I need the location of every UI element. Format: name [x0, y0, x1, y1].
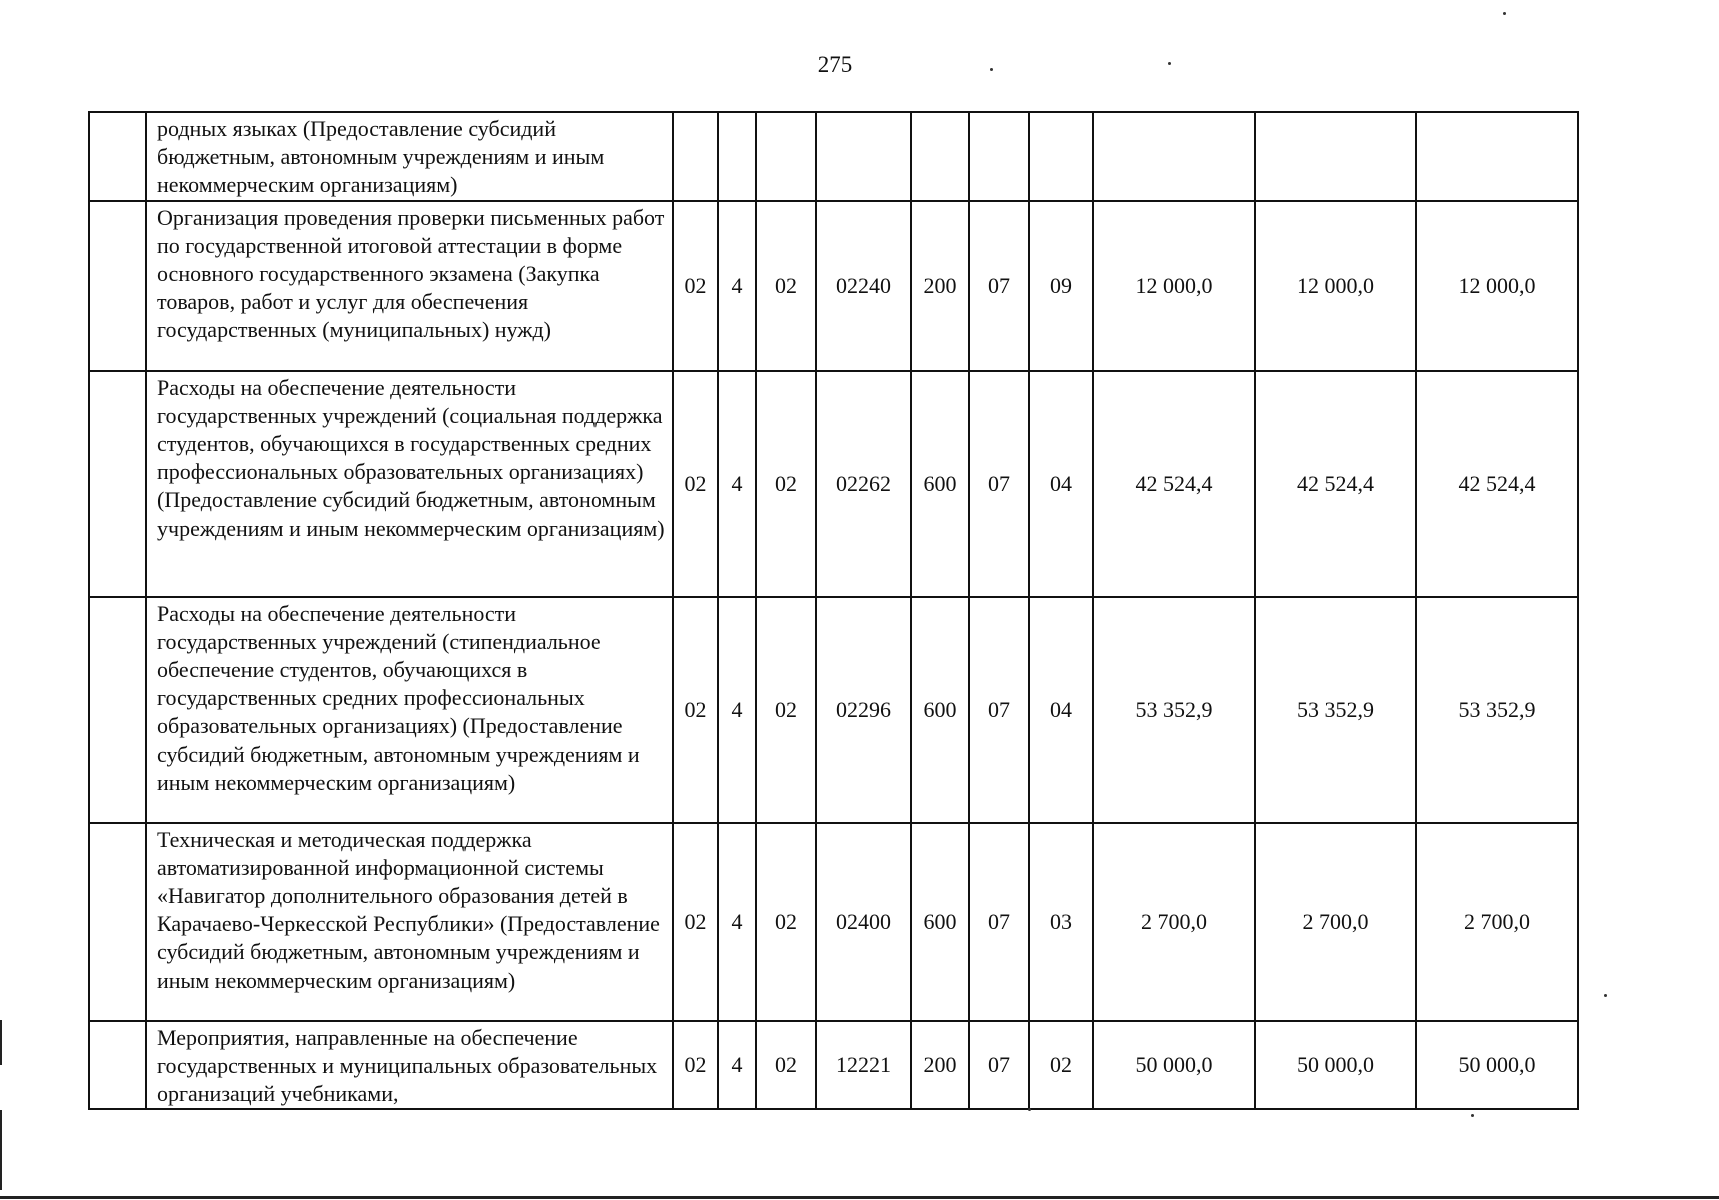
amount-cell: [1416, 112, 1578, 201]
code-cell: [673, 112, 718, 201]
code-cell: 4: [718, 1021, 756, 1110]
amount-cell: 42 524,4: [1093, 371, 1255, 597]
code-cell: 02: [673, 597, 718, 823]
code-cell: 02296: [816, 597, 911, 823]
code-cell: [911, 112, 969, 201]
code-cell: 200: [911, 1021, 969, 1110]
scan-speck: [1604, 994, 1607, 997]
code-cell: 02: [673, 371, 718, 597]
scan-edge-mark: [0, 1020, 2, 1065]
description-cell: родных языках (Предоставление субсидий бюджетным, автономным учреждениям и иным некоммерческим организациям): [146, 112, 673, 201]
description-cell: Техническая и методическая поддержка автоматизированной информационной системы «Навигатор дополнительного образования детей в Карачаево-Черкесской Республики» (Предоставление субсидий бюджетным, автономным учреждениям и иным некоммерческим организациям): [146, 823, 673, 1021]
table-row: [89, 371, 1578, 597]
code-cell: 07: [969, 371, 1029, 597]
amount-cell: 12 000,0: [1255, 201, 1416, 371]
code-cell: 4: [718, 597, 756, 823]
code-cell: 03: [1029, 823, 1093, 1021]
amount-cell: 50 000,0: [1255, 1021, 1416, 1110]
scan-speck: [1471, 1114, 1474, 1117]
code-cell: [969, 112, 1029, 201]
scan-edge-mark: [0, 1110, 2, 1190]
code-cell: 02: [673, 201, 718, 371]
code-cell: 04: [1029, 597, 1093, 823]
description-cell: Организация проведения проверки письменных работ по государственной итоговой аттестации в форме основного государственного экзамена (Закупка товаров, работ и услуг для обеспечения государственных (муниципальных) нужд): [146, 201, 673, 371]
row-index-cell: [89, 201, 146, 371]
code-cell: [816, 112, 911, 201]
description-cell: Расходы на обеспечение деятельности государственных учреждений (стипендиальное обеспечение студентов, обучающихся в государственных средних профессиональных образовательных организациях) (Предоставление субсидий бюджетным, автономным учреждениям и иным некоммерческим организациям): [146, 597, 673, 823]
table-row: [89, 597, 1578, 823]
table-row: [89, 112, 1578, 201]
code-cell: 4: [718, 823, 756, 1021]
code-cell: 02: [673, 823, 718, 1021]
row-index-cell: [89, 823, 146, 1021]
code-cell: 02: [756, 823, 816, 1021]
code-cell: 02: [673, 1021, 718, 1110]
amount-cell: 50 000,0: [1416, 1021, 1578, 1110]
code-cell: 600: [911, 597, 969, 823]
row-index-cell: [89, 112, 146, 201]
code-cell: 02: [756, 201, 816, 371]
amount-cell: 42 524,4: [1416, 371, 1578, 597]
code-cell: 200: [911, 201, 969, 371]
code-cell: 02: [756, 1021, 816, 1110]
row-index-cell: [89, 371, 146, 597]
amount-cell: 2 700,0: [1416, 823, 1578, 1021]
amount-cell: 12 000,0: [1416, 201, 1578, 371]
code-cell: 09: [1029, 201, 1093, 371]
budget-table: [88, 111, 1579, 1110]
table-row: [89, 201, 1578, 371]
code-cell: 02400: [816, 823, 911, 1021]
code-cell: 07: [969, 201, 1029, 371]
amount-cell: 53 352,9: [1093, 597, 1255, 823]
code-cell: 12221: [816, 1021, 911, 1110]
scan-bottom-edge: [0, 1196, 1719, 1199]
code-cell: 4: [718, 201, 756, 371]
code-cell: 02262: [816, 371, 911, 597]
amount-cell: 2 700,0: [1255, 823, 1416, 1021]
scan-speck: [1028, 1108, 1031, 1111]
page-number: 275: [817, 52, 853, 77]
code-cell: 02: [756, 371, 816, 597]
code-cell: 07: [969, 823, 1029, 1021]
code-cell: 02240: [816, 201, 911, 371]
amount-cell: 50 000,0: [1093, 1021, 1255, 1110]
code-cell: [718, 112, 756, 201]
amount-cell: 2 700,0: [1093, 823, 1255, 1021]
code-cell: [756, 112, 816, 201]
row-index-cell: [89, 1021, 146, 1110]
amount-cell: 53 352,9: [1255, 597, 1416, 823]
amount-cell: 12 000,0: [1093, 201, 1255, 371]
scan-speck: [1503, 12, 1506, 15]
row-index-cell: [89, 597, 146, 823]
scan-speck: [990, 68, 993, 71]
code-cell: 4: [718, 371, 756, 597]
description-cell: Мероприятия, направленные на обеспечение государственных и муниципальных образовательных организаций учебниками,: [146, 1021, 673, 1110]
table-row: [89, 1021, 1578, 1110]
code-cell: 07: [969, 1021, 1029, 1110]
code-cell: 02: [1029, 1021, 1093, 1110]
code-cell: 600: [911, 371, 969, 597]
table-row: [89, 823, 1578, 1021]
code-cell: 600: [911, 823, 969, 1021]
code-cell: [1029, 112, 1093, 201]
code-cell: 04: [1029, 371, 1093, 597]
amount-cell: 42 524,4: [1255, 371, 1416, 597]
scan-speck: [1168, 62, 1171, 65]
description-cell: Расходы на обеспечение деятельности государственных учреждений (социальная поддержка студентов, обучающихся в государственных средних профессиональных образовательных организациях) (Предоставление субсидий бюджетным, автономным учреждениям и иным некоммерческим организациям): [146, 371, 673, 597]
code-cell: 07: [969, 597, 1029, 823]
amount-cell: [1255, 112, 1416, 201]
code-cell: 02: [756, 597, 816, 823]
amount-cell: 53 352,9: [1416, 597, 1578, 823]
amount-cell: [1093, 112, 1255, 201]
